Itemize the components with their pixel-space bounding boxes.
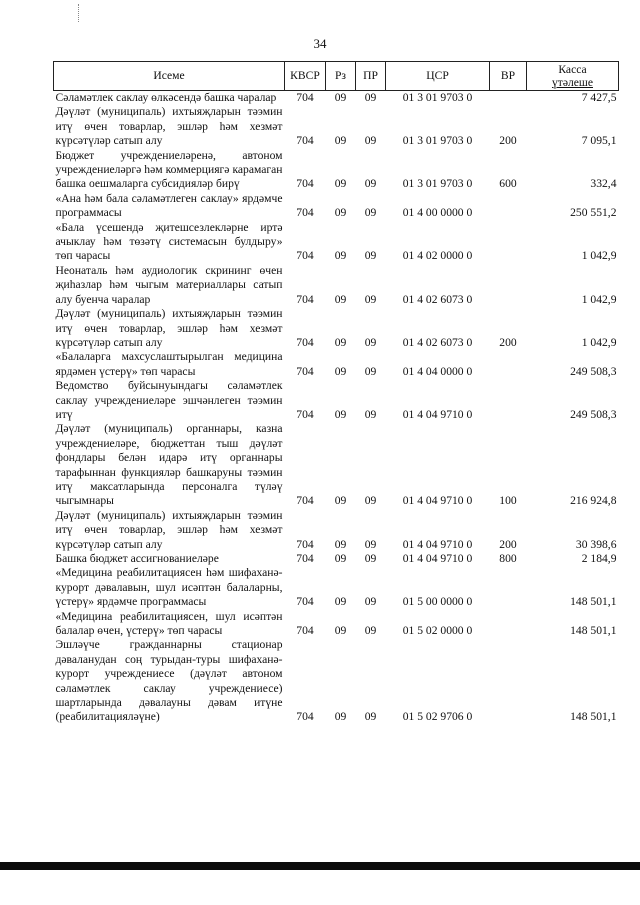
cell-csr: 01 4 02 6073 0 [402,335,473,349]
cell-kvsr: 704 [296,335,314,349]
cell-pr: 09 [364,91,377,104]
cell-name: «Медицина реабилитациясен һәм шифаханә-курорт дәвалавын, шул исәптән балаларны, үстерү» ярдәмче программасы [55,566,283,609]
cell-vr: 200 [499,537,517,551]
cell-vr [490,91,527,106]
cell-kvsr: 704 [296,552,314,565]
budget-table [53,61,619,725]
cell-pr: 09 [364,537,377,551]
cell-vr [490,264,527,307]
header-csr: ЦСР [386,62,490,91]
cell-amount: 7 427,5 [581,91,617,104]
cell-rz: 09 [334,134,347,148]
cell-kvsr: 704 [296,91,314,104]
table-row [54,149,619,192]
cell-vr: 100 [499,494,517,508]
header-vr: ВР [490,62,527,91]
cell-amount: 148 501,1 [570,624,617,638]
table-row [54,422,619,508]
table-row [54,192,619,221]
cell-name: «Балаларга махсуслаштырылган медицина ярдәмен үстерү» төп чарасы [55,350,283,378]
cell-pr: 09 [364,494,377,508]
cell-vr: 600 [499,177,517,191]
budget-body [54,91,619,725]
cell-vr: 200 [499,335,517,349]
cell-amount: 7 095,1 [581,134,617,148]
header-kassa-line1: Касса [558,63,587,76]
table-row [54,552,619,566]
cell-pr: 09 [364,595,377,609]
cell-amount: 30 398,6 [575,537,617,551]
table-row [54,566,619,609]
header-name: Исеме [54,62,285,91]
cell-name: Сәламәтлек саклау өлкәсендә башка чаралар [55,91,277,104]
cell-pr: 09 [364,624,377,638]
cell-rz: 09 [334,624,347,638]
cell-pr: 09 [364,407,377,421]
cell-pr: 09 [364,206,377,220]
cell-csr: 01 4 02 0000 0 [402,249,473,263]
cell-rz: 09 [334,537,347,551]
cell-pr: 09 [364,364,377,378]
cell-kvsr: 704 [296,206,314,220]
cell-csr: 01 4 04 9710 0 [402,494,473,508]
cell-name: Неонаталь һәм аудиологик скрининг өчен җиһазлар һәм чыгым материаллары сатып алу буенча чаралар [55,263,283,306]
cell-pr: 09 [364,552,377,565]
cell-name: Дәүләт (муниципаль) ихтыяҗларын тәэмин итү өчен товарлар, эшләр һәм хезмәт күрсәтүләр сатып алу [55,105,283,148]
cell-vr [490,221,527,264]
cell-csr: 01 5 00 0000 0 [402,595,473,609]
header-pr: ПР [356,62,386,91]
cell-amount: 1 042,9 [581,335,617,349]
cell-name: Эшләүче гражданнарны стационар дәваланудан соң турыдан-туры шифаханә-курорт учреждениесе (дәүләт автоном сәламәтлек саклау учреждениесе) шартларында дәвалауны дәвам итүне (реабилитацияләүне) [55,638,283,724]
cell-name: Башка бюджет ассигнованиеләре [55,552,219,565]
cell-csr: 01 4 02 6073 0 [402,292,473,306]
table-row [54,509,619,552]
cell-vr [490,638,527,724]
cell-pr: 09 [364,710,377,724]
cell-vr [490,610,527,639]
cell-csr: 01 4 04 9710 0 [402,407,473,421]
cell-vr [490,350,527,379]
header-kassa [527,62,619,91]
header-kassa-line2: үтәлеше [551,76,593,89]
cell-amount: 332,4 [590,177,617,191]
margin-marks [78,4,81,22]
cell-vr: 200 [499,134,517,148]
cell-csr: 01 5 02 0000 0 [402,624,473,638]
table-row [54,91,619,106]
cell-name: «Ана һәм бала сәламәтлеген саклау» ярдәмче программасы [55,191,283,220]
cell-name: Ведомство буйсынуындагы сәламәтлек саклау учреждениеләре эшчәнлеген тәэмин итү [55,379,283,421]
cell-rz: 09 [334,364,347,378]
cell-rz: 09 [334,91,347,104]
page-number: 34 [313,36,327,51]
cell-kvsr: 704 [296,537,314,551]
cell-amount: 1 042,9 [581,249,617,263]
cell-amount: 148 501,1 [570,710,617,724]
cell-vr [490,379,527,422]
cell-csr: 01 3 01 9703 0 [402,134,473,148]
cell-amount: 2 184,9 [581,552,617,565]
cell-kvsr: 704 [296,624,314,638]
cell-pr: 09 [364,249,377,263]
cell-csr: 01 3 01 9703 0 [402,177,473,191]
cell-amount: 1 042,9 [581,292,617,306]
table-row [54,638,619,724]
header-rz: Рз [326,62,356,91]
cell-name: Дәүләт (муниципаль) ихтыяҗларын тәэмин итү өчен товарлар, эшләр һәм хезмәт күрсәтүләр сатып алу [55,307,283,349]
cell-name: Дәүләт (муниципаль) ихтыяҗларын тәэмин итү өчен товарлар, эшләр һәм хезмәт күрсәтүләр сатып алу [55,508,283,551]
cell-kvsr: 704 [296,177,314,191]
table-row [54,350,619,379]
cell-name: «Бала үсешендә җитешсезлекләрне иртә ачыклау һәм төзәтү системасын булдыру» төп чарасы [55,220,283,263]
table-row [54,264,619,307]
cell-vr [490,566,527,609]
table-row [54,105,619,148]
cell-vr [490,192,527,221]
cell-name: «Медицина реабилитациясен, шул исәптән балалар өчен, үстерү» төп чарасы [55,609,283,638]
cell-rz: 09 [334,335,347,349]
cell-csr: 01 3 01 9703 0 [402,91,473,104]
table-row [54,610,619,639]
cell-name: Бюджет учреждениеләренә, автоном учреждениеләргә һәм коммерциягә карамаган башка оешмаларга субсидияләр бирү [55,148,283,191]
cell-amount: 250 551,2 [570,206,617,220]
cell-kvsr: 704 [296,292,314,306]
cell-csr: 01 5 02 9706 0 [402,710,473,724]
cell-kvsr: 704 [296,595,314,609]
cell-rz: 09 [334,710,347,724]
cell-rz: 09 [334,552,347,565]
cell-amount: 249 508,3 [570,407,617,421]
table-row [54,379,619,422]
cell-rz: 09 [334,177,347,191]
cell-kvsr: 704 [296,134,314,148]
table-row [54,221,619,264]
header-kvsr: КВСР [285,62,326,91]
cell-csr: 01 4 00 0000 0 [402,206,473,220]
cell-kvsr: 704 [296,364,314,378]
cell-kvsr: 704 [296,494,314,508]
cell-rz: 09 [334,595,347,609]
cell-rz: 09 [334,407,347,421]
cell-pr: 09 [364,335,377,349]
cell-amount: 148 501,1 [570,595,617,609]
table-row [54,307,619,350]
cell-csr: 01 4 04 9710 0 [402,552,473,565]
cell-rz: 09 [334,206,347,220]
cell-rz: 09 [334,494,347,508]
header-row [54,62,619,91]
cell-pr: 09 [364,177,377,191]
cell-rz: 09 [334,249,347,263]
cell-csr: 01 4 04 0000 0 [402,364,473,378]
cell-csr: 01 4 04 9710 0 [402,537,473,551]
cell-pr: 09 [364,292,377,306]
cell-pr: 09 [364,134,377,148]
cell-vr: 800 [499,552,517,565]
cell-kvsr: 704 [296,249,314,263]
cell-amount: 216 924,8 [570,494,617,508]
scan-bottom-bar [0,862,640,870]
cell-rz: 09 [334,292,347,306]
cell-kvsr: 704 [296,710,314,724]
cell-amount: 249 508,3 [570,364,617,378]
cell-name: Дәүләт (муниципаль) органнары, казна учреждениеләре, бюджеттан тыш дәүләт фондлары белән идарә итү органнары тарафыннан функцияләр башкаруны тәэмин итү максатларында персоналга түләү чыгымнары [55,422,283,508]
cell-kvsr: 704 [296,407,314,421]
